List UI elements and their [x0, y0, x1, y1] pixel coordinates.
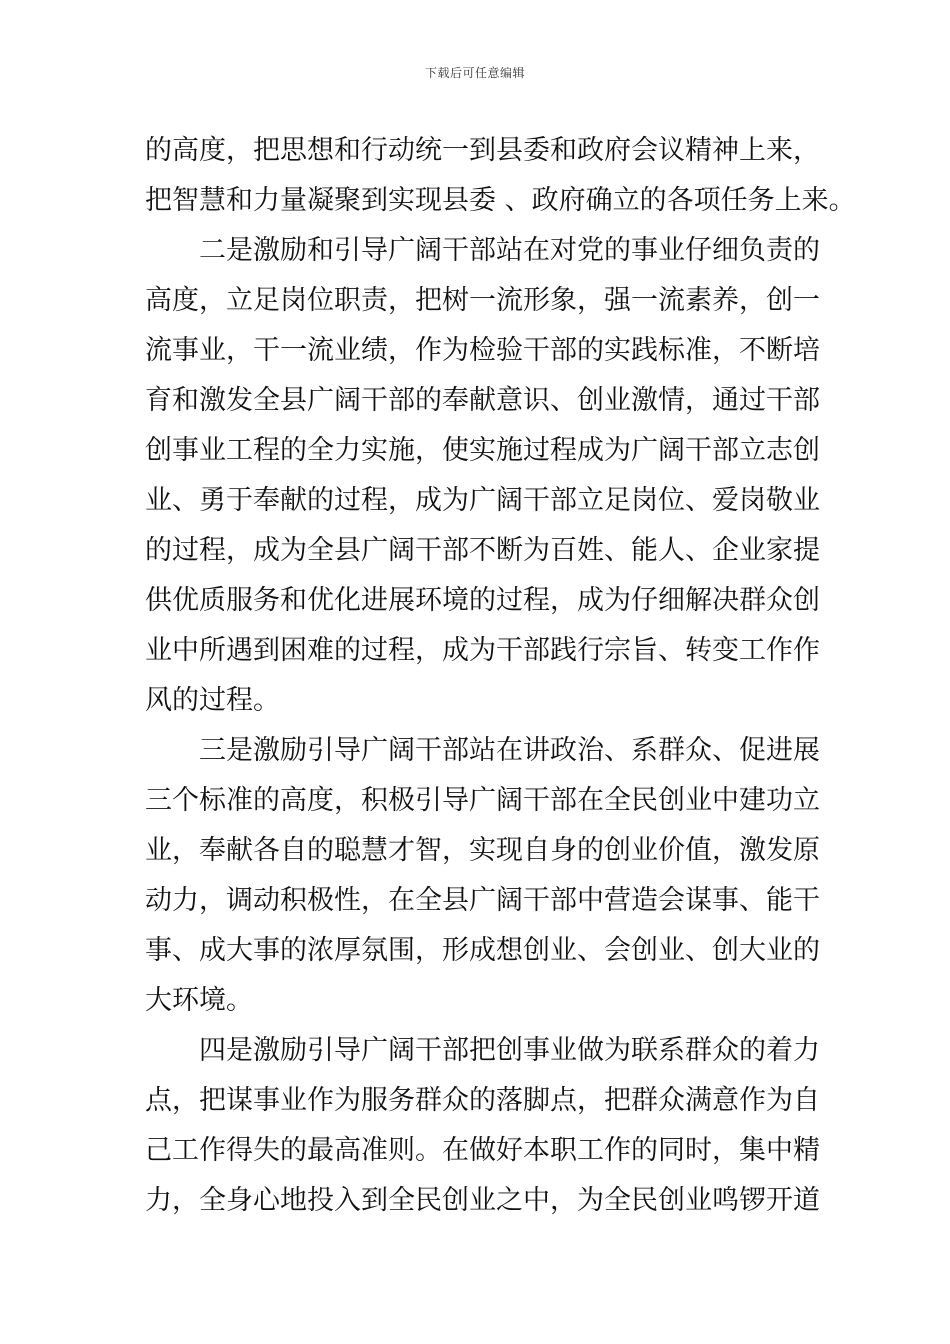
text-line: 供优质服务和优化进展环境的过程，成为仔细解决群众创 — [145, 585, 820, 616]
text-line: 业、勇于奉献的过程，成为广阔干部立足岗位、爱岗敬业 — [145, 485, 820, 516]
paragraph-2-start: 二是激励和引导广阔干部站在对党的事业仔细负责的 — [199, 235, 820, 266]
body-text — [145, 126, 856, 1226]
text-line: 业，奉献各自的聪慧才智，实现自身的创业价值，激发原 — [145, 835, 820, 866]
text-line: 高度，立足岗位职责，把树一流形象，强一流素养，创一 — [145, 285, 820, 316]
text-line: 把智慧和力量凝聚到实现县委 、政府确立的各项任务上来。 — [145, 185, 856, 216]
text-line: 的高度，把思想和行动统一到县委和政府会议精神上来， — [145, 135, 820, 166]
header-note: 下载后可任意编辑 — [424, 66, 525, 80]
text-line: 力，全身心地投入到全民创业之中，为全民创业鸣锣开道 — [145, 1185, 820, 1216]
text-line: 业中所遇到困难的过程，成为干部践行宗旨、转变工作作 — [145, 635, 820, 666]
paragraph-4-start: 四是激励引导广阔干部把创事业做为联系群众的着力 — [199, 1035, 820, 1066]
text-line: 创事业工程的全力实施，使实施过程成为广阔干部立志创 — [145, 435, 820, 466]
text-line: 大环境。 — [145, 985, 253, 1016]
text-line: 三个标准的高度，积极引导广阔干部在全民创业中建功立 — [145, 785, 820, 816]
text-line: 动力，调动积极性，在全县广阔干部中营造会谋事、能干 — [145, 885, 820, 916]
text-line: 风的过程。 — [145, 685, 280, 716]
text-line: 己工作得失的最高准则。在做好本职工作的同时，集中精 — [145, 1135, 820, 1166]
text-line: 育和激发全县广阔干部的奉献意识、创业激情，通过干部 — [145, 385, 820, 416]
text-line: 事、成大事的浓厚氛围，形成想创业、会创业、创大业的 — [145, 935, 820, 966]
paragraph-3-start: 三是激励引导广阔干部站在讲政治、系群众、促进展 — [199, 735, 820, 766]
text-line: 流事业，干一流业绩，作为检验干部的实践标准，不断培 — [145, 335, 820, 366]
text-line: 点，把谋事业作为服务群众的落脚点，把群众满意作为自 — [145, 1085, 820, 1116]
text-line: 的过程，成为全县广阔干部不断为百姓、能人、企业家提 — [145, 535, 820, 566]
